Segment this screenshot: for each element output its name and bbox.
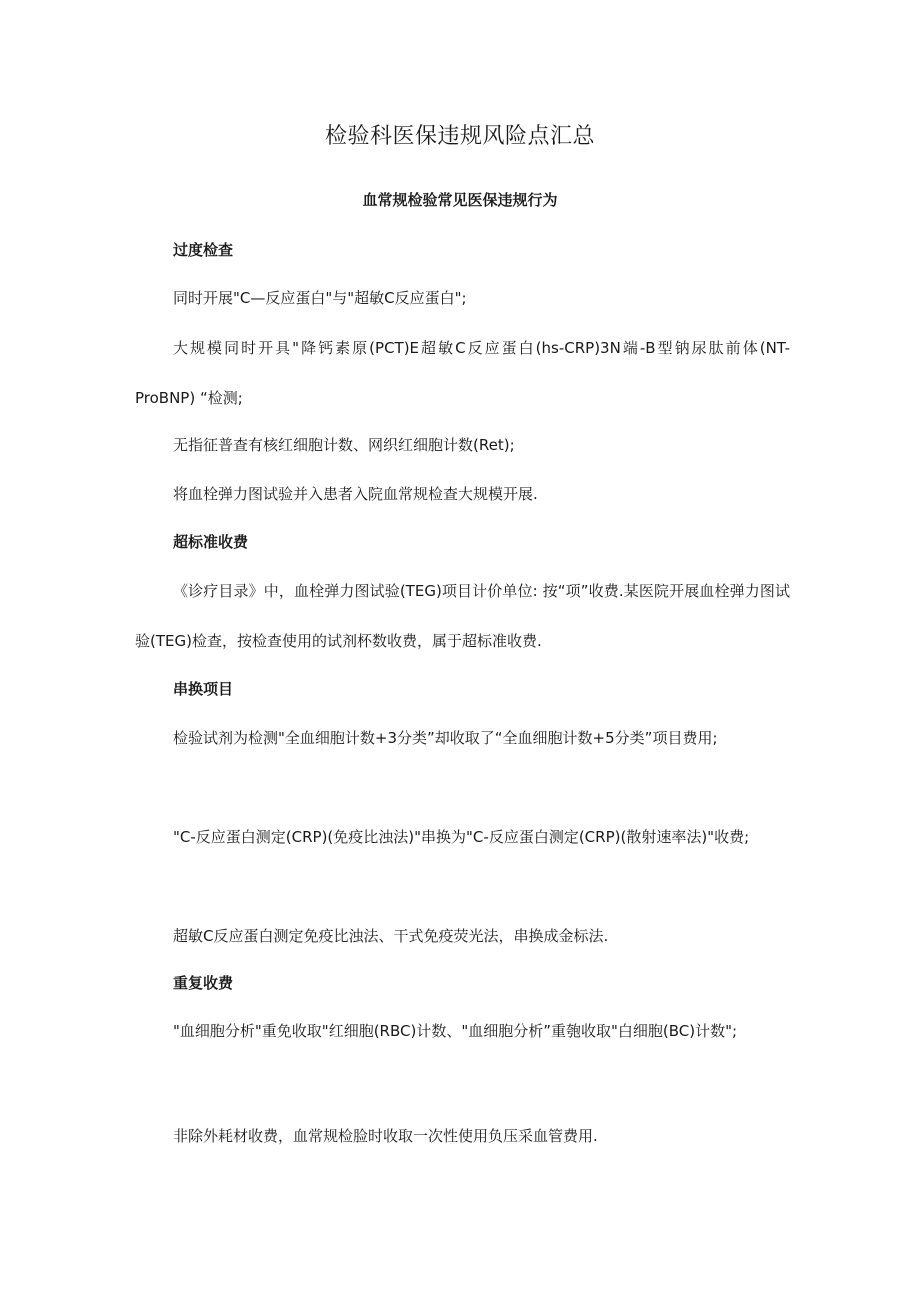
paragraph: "C-反应蛋白测定(CRP)(免疫比浊法)"串换为"C-反应蛋白测定(CRP)(散射速率法)"收费; [173,828,750,846]
section-heading-overcharging: 超标准收费 [173,533,249,551]
paragraph: 非除外耗材收费，血常规检脸时收取一次性使用负压采血管费用. [173,1127,598,1145]
paragraph: 《诊疗目录》中，血栓弹力图试验(TEG)项目计价单位: 按“项”收费.某医院开展血栓弹力图试验(TEG)检查，按检查使用的试剂杯数收费，属于超标准收费. [135,582,790,650]
paragraph: 同时开展"C—反应蛋白"与"超敏C反应蛋白"; [173,289,467,307]
section-heading-duplicate-charging: 重复收费 [173,974,234,992]
paragraph: 大规模同时开具"降钙素原(PCT)E超敏C反应蛋白(hs-CRP)3N端-B型钠尿肽前体(NT-ProBNP) “检测; [135,339,790,407]
section-heading-item-substitution: 串换项目 [173,680,234,698]
paragraph: 检验试剂为检测"全血细胞计数+3分类”却收取了“全血细胞计数+5分类”项目费用; [173,729,718,747]
document-subtitle: 血常规检验常见医保违规行为 [362,191,558,209]
paragraph: 超敏C反应蛋白测定免疫比浊法、干式免疫荧光法，串换成金标法. [173,927,609,945]
section-heading-overexamination: 过度检查 [173,241,234,259]
paragraph: 无指征普查有核红细胞计数、网织红细胞计数(Ret); [173,436,515,454]
document-title: 检验科医保违规风险点汇总 [324,124,595,149]
paragraph: 将血栓弹力图试验并入患者入院血常规检查大规模开展. [173,485,538,503]
paragraph: "血细胞分析"重免收取"红细胞(RBC)计数、"血细胞分析”重匏收取"白细胞(BC)计数"; [173,1022,738,1040]
